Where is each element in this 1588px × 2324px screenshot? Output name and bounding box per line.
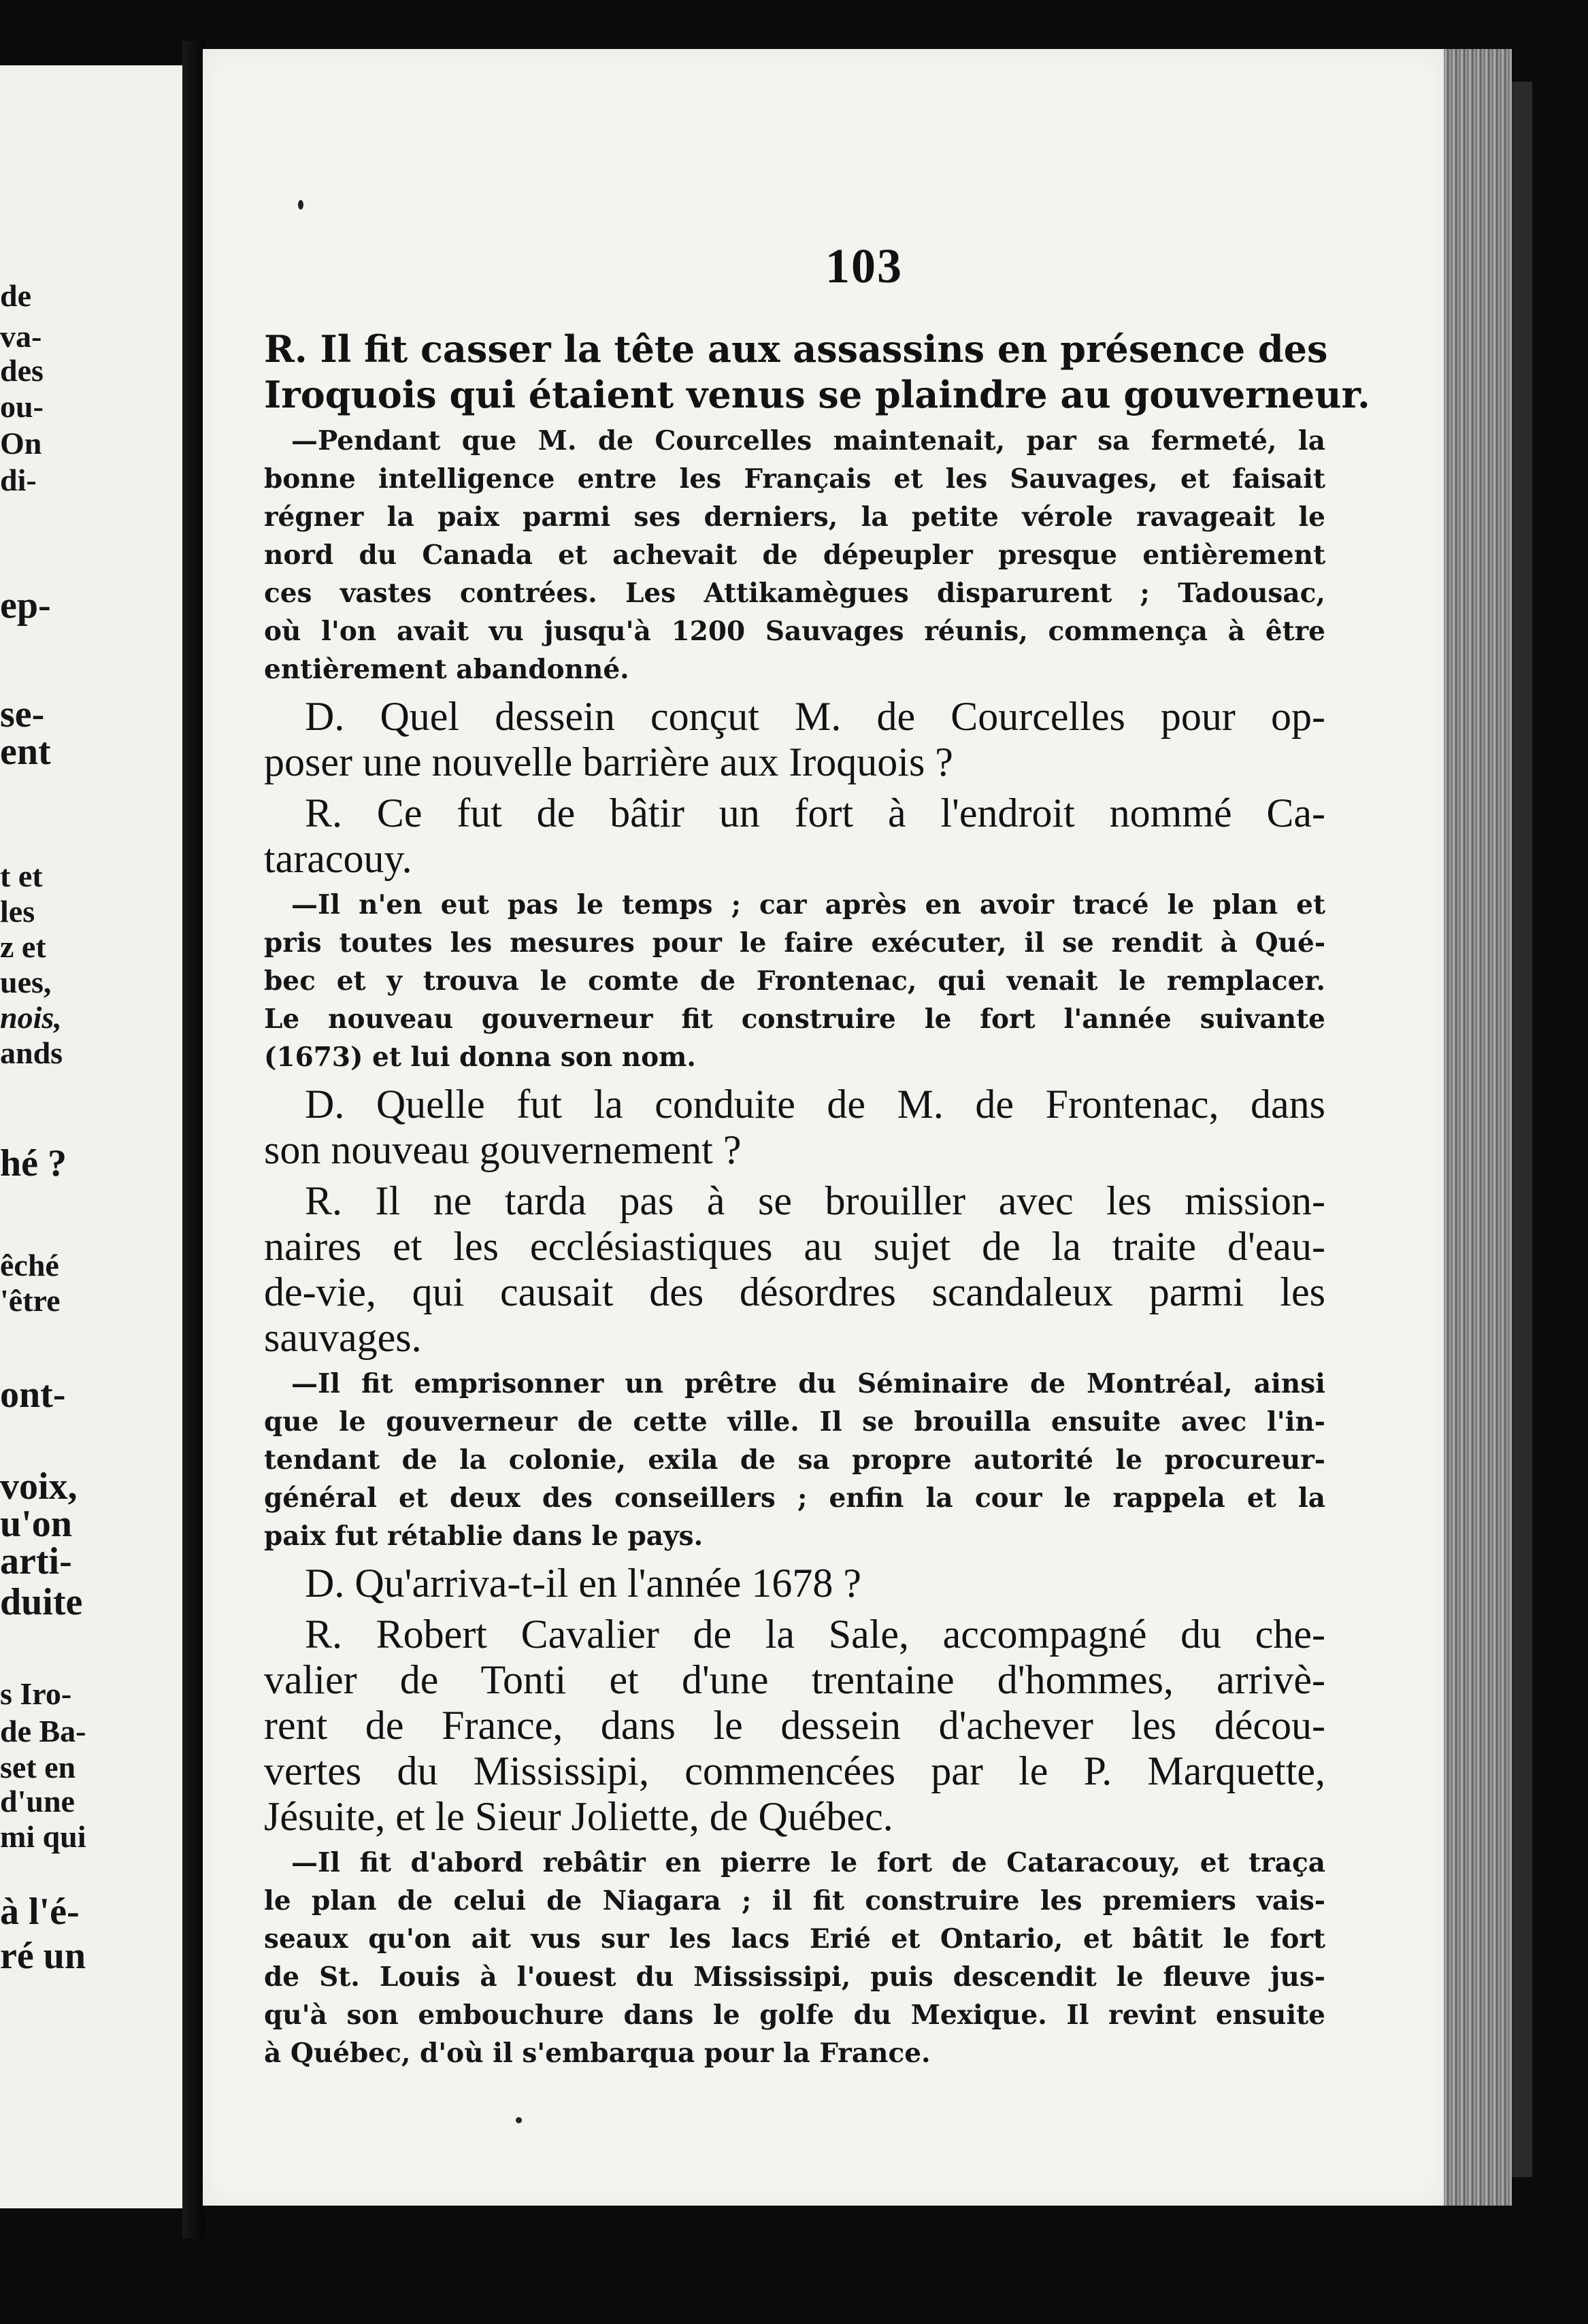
- text-line: Iroquois qui étaient venus se plaindre au gouverneur.: [264, 373, 1370, 416]
- text-line: taracouy.: [264, 836, 412, 881]
- commentary-paragraph: [264, 1844, 1325, 2072]
- page-edge: [1444, 49, 1512, 2206]
- text-line: R. Robert Cavalier de la Sale, accompagné du che-: [305, 1612, 1325, 1657]
- text-line: seaux qu'on ait vus sur les lacs Erié et Ontario, et bâtit le fort: [264, 1923, 1325, 1955]
- left-page-fragment: On: [0, 426, 42, 461]
- left-page-fragment: de: [0, 278, 31, 313]
- left-page-fragment: u'on: [0, 1503, 72, 1545]
- question-answer-paragraph: [264, 1178, 1325, 1361]
- text-line: R. Ce fut de bâtir un fort à l'endroit nommé Ca-: [305, 791, 1325, 835]
- text-line: à Québec, d'où il s'embarqua pour la France.: [264, 2038, 931, 2069]
- commentary-paragraph: [264, 1365, 1325, 1555]
- page-number: 103: [825, 239, 903, 293]
- left-page-fragment: ep-: [0, 584, 51, 627]
- left-page-fragment: ues,: [0, 965, 52, 999]
- question-answer-paragraph: [264, 1561, 1325, 1606]
- text-line: le plan de celui de Niagara ; il fit construire les premiers vais-: [264, 1885, 1325, 1916]
- text-line: entièrement abandonné.: [264, 654, 629, 685]
- page-gutter: [182, 41, 204, 2238]
- left-page-fragment: z et: [0, 929, 46, 964]
- text-line: sauvages.: [264, 1315, 422, 1360]
- text-line: —Il fit emprisonner un prêtre du Séminaire de Montréal, ainsi: [291, 1368, 1325, 1399]
- left-page-fragment: set en: [0, 1750, 76, 1784]
- text-line: D. Quel dessein conçut M. de Courcelles pour op-: [305, 694, 1325, 739]
- ink-speck: [516, 2117, 522, 2123]
- question-answer-paragraph: [264, 1082, 1325, 1173]
- left-page-fragment: t et: [0, 859, 43, 893]
- left-page-fragment: s Iro-: [0, 1676, 72, 1711]
- left-page-fragment: ont-: [0, 1374, 66, 1416]
- text-line: —Il fit d'abord rebâtir en pierre le fort de Cataracouy, et traça: [291, 1847, 1325, 1878]
- left-page-fragment: mi qui: [0, 1819, 86, 1854]
- left-page-fragment: se-: [0, 693, 45, 735]
- left-page-fragment: nois,: [0, 1000, 62, 1035]
- left-page-fragment: de Ba-: [0, 1714, 86, 1748]
- text-line: R. Il ne tarda pas à se brouiller avec les mission-: [305, 1178, 1325, 1223]
- text-line: que le gouverneur de cette ville. Il se brouilla ensuite avec l'in-: [264, 1406, 1325, 1438]
- left-page-fragment: ent: [0, 731, 51, 773]
- text-line: R. Il fit casser la tête aux assassins en présence des: [264, 327, 1328, 371]
- text-line: D. Quelle fut la conduite de M. de Frontenac, dans: [305, 1082, 1325, 1127]
- text-line: (1673) et lui donna son nom.: [264, 1042, 696, 1073]
- text-line: naires et les ecclésiastiques au sujet de la traite d'eau-: [264, 1224, 1325, 1269]
- text-line: général et deux des conseillers ; enfin la cour le rappela et la: [264, 1482, 1325, 1514]
- text-line: rent de France, dans le dessein d'achever les décou-: [264, 1703, 1325, 1748]
- left-page-fragment: duite: [0, 1581, 83, 1623]
- left-page-fragment: arti-: [0, 1540, 72, 1582]
- text-line: son nouveau gouvernement ?: [264, 1127, 742, 1172]
- text-line: poser une nouvelle barrière aux Iroquois ?: [264, 740, 953, 784]
- text-line: ces vastes contrées. Les Attikamègues disparurent ; Tadousac,: [264, 578, 1325, 609]
- text-line: bec et y trouva le comte de Frontenac, qui venait le remplacer.: [264, 965, 1325, 997]
- text-line: régner la paix parmi ses derniers, la petite vérole ravageait le: [264, 501, 1325, 533]
- left-page-fragment: hé ?: [0, 1142, 67, 1184]
- text-line: —Pendant que M. de Courcelles maintenait, par sa fermeté, la: [291, 425, 1325, 456]
- text-line: bonne intelligence entre les Français et les Sauvages, et faisait: [264, 463, 1325, 495]
- question-answer-paragraph: [264, 1612, 1325, 1840]
- text-line: D. Qu'arriva-t-il en l'année 1678 ?: [305, 1561, 861, 1606]
- commentary-paragraph: [264, 422, 1325, 688]
- left-page-fragment: à l'é-: [0, 1891, 80, 1933]
- text-line: de St. Louis à l'ouest du Mississipi, puis descendit le fleuve jus-: [264, 1961, 1325, 1993]
- text-line: vertes du Mississipi, commencées par le P. Marquette,: [264, 1748, 1325, 1793]
- text-line: Le nouveau gouverneur fit construire le fort l'année suivante: [264, 1003, 1325, 1035]
- text-line: où l'on avait vu jusqu'à 1200 Sauvages réunis, commença à être: [264, 616, 1325, 647]
- commentary-paragraph: [264, 886, 1325, 1076]
- left-page-fragment: les: [0, 894, 35, 929]
- text-line: pris toutes les mesures pour le faire exécuter, il se rendit à Qué-: [264, 927, 1325, 959]
- question-answer-paragraph: [264, 791, 1325, 882]
- page-edge-shadow: [1512, 82, 1532, 2177]
- left-page-fragment: d'une: [0, 1784, 75, 1819]
- previous-page-fragment: [0, 65, 182, 2208]
- text-line: de-vie, qui causait des désordres scandaleux parmi les: [264, 1269, 1325, 1314]
- left-page-fragment: ou-: [0, 389, 44, 424]
- text-line: qu'à son embouchure dans le golfe du Mexique. Il revint ensuite: [264, 1999, 1325, 2031]
- text-line: valier de Tonti et d'une trentaine d'hommes, arrivè-: [264, 1657, 1325, 1702]
- left-page-fragment: voix,: [0, 1465, 78, 1508]
- left-page-fragment: des: [0, 353, 44, 388]
- left-page-fragment: di-: [0, 463, 37, 497]
- text-line: tendant de la colonie, exila de sa propre autorité le procureur-: [264, 1444, 1325, 1476]
- text-line: paix fut rétablie dans le pays.: [264, 1521, 704, 1552]
- text-line: nord du Canada et achevait de dépeupler presque entièrement: [264, 540, 1325, 571]
- left-page-fragment: 'être: [0, 1283, 61, 1318]
- left-page-fragment: ands: [0, 1035, 63, 1070]
- left-page-fragment: va-: [0, 319, 42, 354]
- text-line: Jésuite, et le Sieur Joliette, de Québec.: [264, 1794, 893, 1839]
- text-line: —Il n'en eut pas le temps ; car après en avoir tracé le plan et: [291, 889, 1325, 920]
- left-page-fragment: ré un: [0, 1935, 86, 1977]
- question-answer-paragraph: [264, 327, 1370, 418]
- ink-speck: [298, 200, 303, 210]
- page-text: [264, 327, 1370, 2072]
- left-page-fragment: êché: [0, 1248, 59, 1282]
- question-answer-paragraph: [264, 694, 1325, 785]
